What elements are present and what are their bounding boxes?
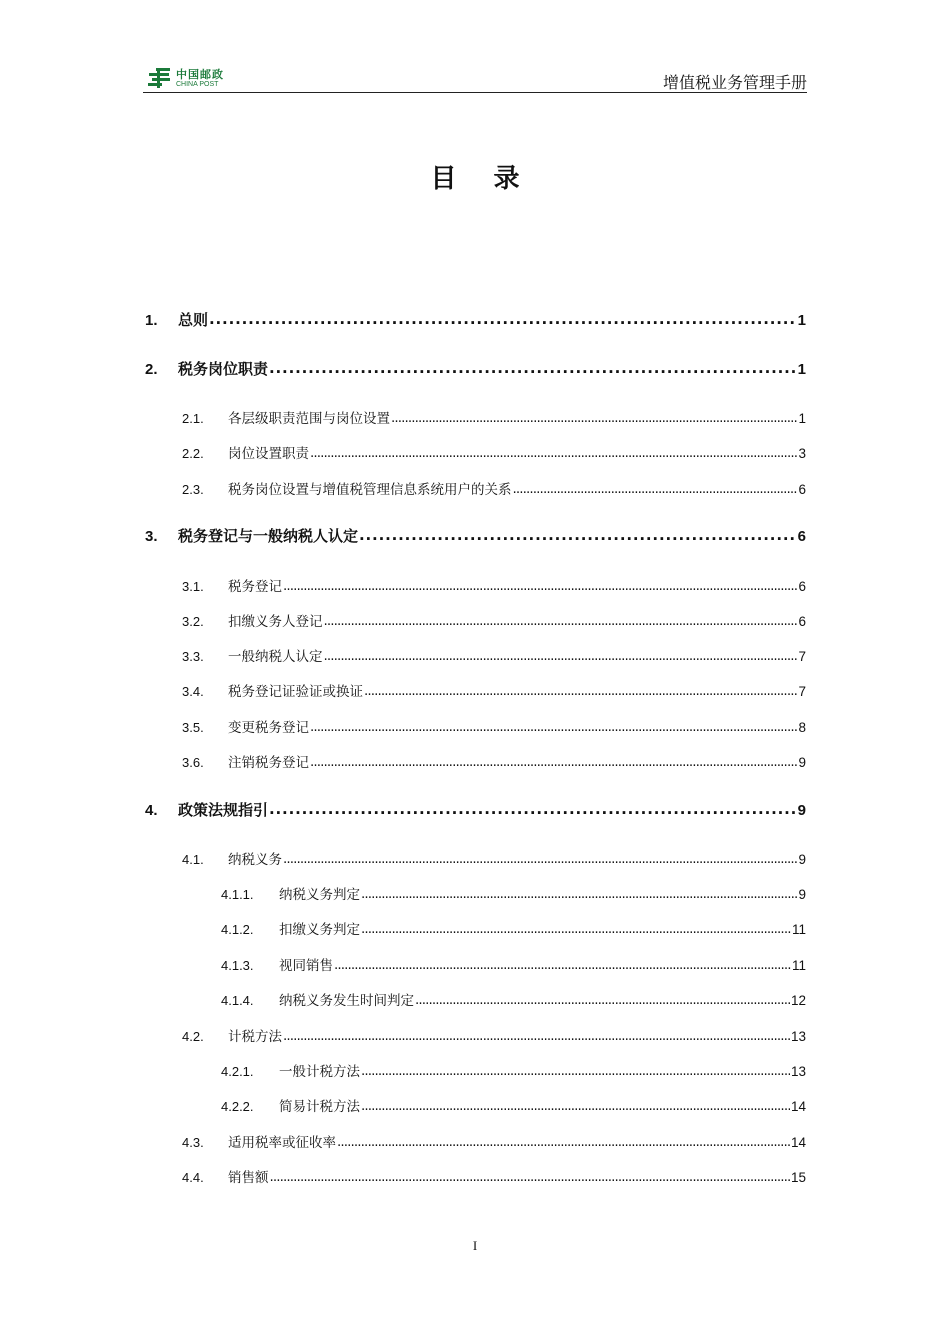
toc-entry[interactable] — [182, 716, 806, 736]
toc-entry[interactable] — [182, 848, 806, 868]
toc-entry-page: 7 — [798, 649, 806, 664]
toc-entry-label: 一般纳税人认定 — [228, 649, 323, 665]
toc-entry-page: 9 — [798, 852, 806, 867]
toc-entry-page: 1 — [797, 312, 806, 329]
toc-entry-number: 4.1.4. — [221, 993, 254, 1008]
toc-entry-label: 视同销售 — [279, 958, 333, 974]
toc-entry[interactable] — [182, 610, 806, 630]
toc-entry-page: 7 — [798, 684, 806, 699]
toc-leader-dots — [310, 719, 797, 733]
toc-entry[interactable] — [221, 918, 806, 938]
toc-entry-number: 4.2.1. — [221, 1064, 254, 1079]
toc-entry[interactable] — [221, 989, 806, 1009]
toc-leader-dots — [324, 648, 798, 662]
logo-cn-text: 中国邮政 — [176, 67, 224, 81]
toc-entry-page: 13 — [790, 1064, 806, 1079]
toc-entry-page: 11 — [791, 958, 806, 973]
toc-entry-label: 岗位设置职责 — [228, 446, 309, 462]
toc-entry-number: 3.3. — [182, 649, 204, 664]
toc-entry-page: 1 — [798, 411, 806, 426]
toc-entry[interactable] — [221, 954, 806, 974]
page-number: I — [472, 1238, 478, 1253]
toc-entry-page: 6 — [798, 579, 806, 594]
toc-entry-label: 一般计税方法 — [279, 1064, 360, 1080]
toc-leader-dots — [310, 754, 797, 768]
toc-leader-dots — [364, 683, 797, 697]
toc-entry[interactable] — [145, 525, 806, 546]
china-post-logo — [147, 64, 224, 92]
toc-entry[interactable] — [182, 442, 806, 462]
toc-leader-dots — [359, 526, 797, 541]
toc-entry-number: 3. — [145, 528, 158, 545]
toc-entry-label: 税务登记证验证或换证 — [228, 684, 363, 700]
toc-entry-page: 6 — [797, 528, 806, 545]
toc-entry[interactable] — [145, 799, 806, 820]
toc-leader-dots — [391, 410, 797, 424]
toc-entry-label: 计税方法 — [228, 1029, 282, 1045]
toc-entry-label: 适用税率或征收率 — [228, 1135, 336, 1151]
toc-entry-page: 6 — [798, 614, 806, 629]
toc-entry-label: 总则 — [178, 311, 209, 329]
toc-leader-dots — [361, 1098, 790, 1112]
toc-leader-dots — [269, 800, 797, 815]
toc-entry[interactable] — [182, 680, 806, 700]
toc-entry-number: 4.4. — [182, 1170, 204, 1185]
toc-entry-number: 4.1.1. — [221, 887, 254, 902]
toc-entry-number: 4.1. — [182, 852, 204, 867]
toc-entry-number: 2.3. — [182, 482, 204, 497]
toc-leader-dots — [283, 851, 797, 865]
toc-entry-page: 9 — [798, 887, 806, 902]
toc-entry-label: 纳税义务发生时间判定 — [279, 993, 414, 1009]
toc-entry-page: 15 — [790, 1170, 806, 1185]
china-post-emblem-icon — [147, 67, 173, 89]
toc-entry-page: 14 — [790, 1135, 806, 1150]
toc-entry-number: 3.4. — [182, 684, 204, 699]
toc-entry-page: 3 — [798, 446, 806, 461]
toc-entry[interactable] — [145, 358, 806, 379]
toc-leader-dots — [361, 1063, 790, 1077]
toc-entry[interactable] — [182, 407, 806, 427]
manual-title: 增值税业务管理手册 — [662, 73, 807, 92]
toc-entry-number: 3.2. — [182, 614, 204, 629]
page-header — [143, 58, 807, 93]
toc-entry-label: 税务岗位设置与增值税管理信息系统用户的关系 — [228, 482, 512, 498]
toc-entry-page: 9 — [797, 802, 806, 819]
toc-entry-number: 3.1. — [182, 579, 204, 594]
toc-entry[interactable] — [145, 309, 806, 330]
toc-entry-number: 4.2.2. — [221, 1099, 254, 1114]
toc-entry-number: 1. — [145, 312, 158, 329]
toc-entry-number: 4.1.2. — [221, 922, 254, 937]
toc-leader-dots — [283, 1028, 790, 1042]
logo-en-text: CHINA POST — [176, 80, 219, 88]
toc-leader-dots — [361, 921, 791, 935]
toc-entry-label: 税务登记 — [228, 579, 282, 595]
toc-entry-page: 13 — [790, 1029, 806, 1044]
toc-leader-dots — [334, 957, 791, 971]
toc-leader-dots — [269, 359, 797, 374]
toc-entry-label: 政策法规指引 — [178, 801, 269, 819]
toc-entry-label: 扣缴义务人登记 — [228, 614, 323, 630]
toc-entry-number: 2. — [145, 361, 158, 378]
toc-entry-page: 12 — [790, 993, 806, 1008]
toc-entry-page: 6 — [798, 482, 806, 497]
toc-entry[interactable] — [221, 1095, 806, 1115]
toc-entry-number: 4.2. — [182, 1029, 204, 1044]
toc-leader-dots — [310, 445, 797, 459]
toc-entry-label: 税务登记与一般纳税人认定 — [178, 527, 359, 545]
toc-entry-label: 税务岗位职责 — [178, 360, 269, 378]
toc-entry-label: 简易计税方法 — [279, 1099, 360, 1115]
toc-entry-page: 11 — [791, 922, 806, 937]
toc-entry-label: 变更税务登记 — [228, 720, 309, 736]
toc-entry[interactable] — [182, 575, 806, 595]
toc-leader-dots — [270, 1169, 790, 1183]
toc-entry-number: 4.1.3. — [221, 958, 254, 973]
toc-entry[interactable] — [182, 1166, 806, 1186]
toc-leader-dots — [415, 992, 790, 1006]
toc-entry-number: 3.6. — [182, 755, 204, 770]
toc-entry-label: 纳税义务判定 — [279, 887, 360, 903]
toc-entry-number: 2.1. — [182, 411, 204, 426]
toc-leader-dots — [209, 310, 797, 325]
toc-entry[interactable] — [182, 478, 806, 498]
toc-entry[interactable] — [221, 1060, 806, 1080]
toc-entry-number: 4. — [145, 802, 158, 819]
toc-entry[interactable] — [182, 751, 806, 771]
toc-entry-page: 9 — [798, 755, 806, 770]
toc-entry-page: 8 — [798, 720, 806, 735]
toc-entry-label: 扣缴义务判定 — [279, 922, 360, 938]
toc-entry-number: 2.2. — [182, 446, 204, 461]
toc-entry[interactable] — [182, 1131, 806, 1151]
toc-entry-label: 销售额 — [228, 1170, 269, 1186]
toc-entry[interactable] — [221, 883, 806, 903]
toc-entry-label: 纳税义务 — [228, 852, 282, 868]
toc-entry-page: 1 — [797, 361, 806, 378]
toc-leader-dots — [283, 578, 797, 592]
toc-leader-dots — [324, 613, 798, 627]
toc-leader-dots — [361, 886, 797, 900]
toc-entry-page: 14 — [790, 1099, 806, 1114]
toc-entry[interactable] — [182, 645, 806, 665]
toc-entry-number: 4.3. — [182, 1135, 204, 1150]
toc-entry[interactable] — [182, 1025, 806, 1045]
toc-leader-dots — [513, 481, 798, 495]
toc-leader-dots — [337, 1134, 790, 1148]
toc-entry-label: 各层级职责范围与岗位设置 — [228, 411, 390, 427]
toc-entry-label: 注销税务登记 — [228, 755, 309, 771]
toc-entry-number: 3.5. — [182, 720, 204, 735]
toc-heading: 目 录 — [430, 164, 534, 194]
